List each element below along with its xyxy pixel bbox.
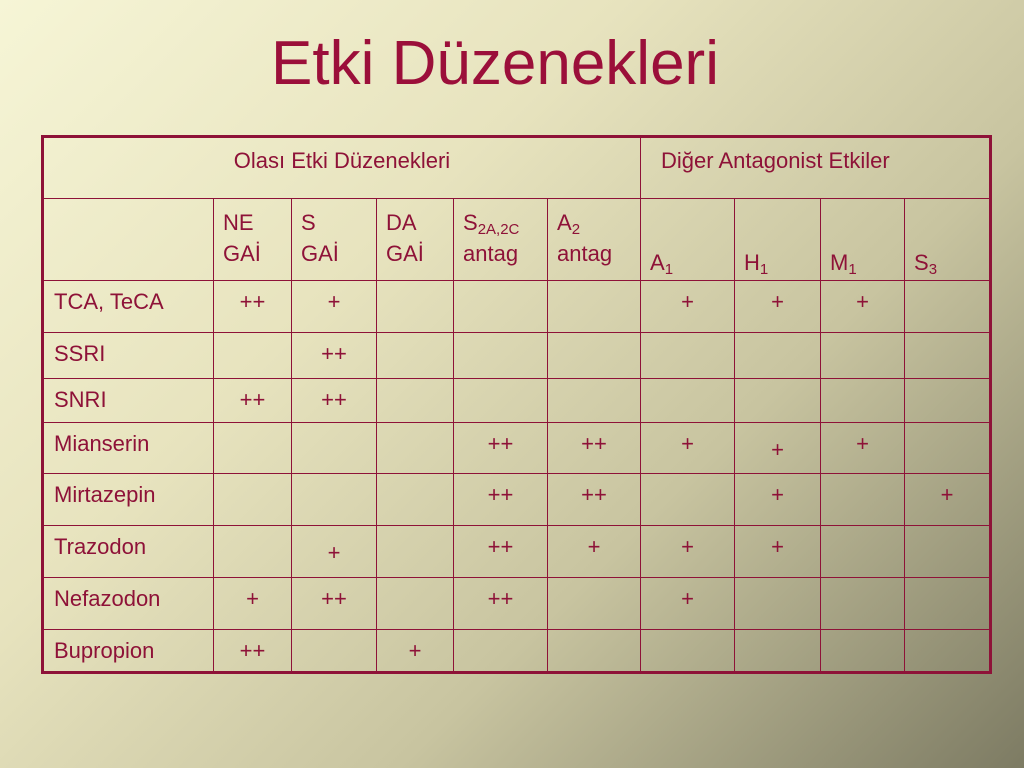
effect-cell: +	[292, 281, 377, 333]
group-header-row	[43, 137, 991, 199]
effect-cell	[548, 630, 641, 673]
sub-header-line1: DA	[386, 210, 417, 235]
effect-cell: +	[735, 281, 821, 333]
effect-cell: ++	[214, 630, 292, 673]
sub-header-base: M	[830, 250, 849, 275]
sub-header-line2: GAİ	[301, 241, 339, 266]
effect-cell	[214, 474, 292, 526]
sub-header-line2: antag	[463, 241, 519, 266]
effect-cell	[548, 281, 641, 333]
effect-cell	[454, 379, 548, 423]
effect-cell: +	[377, 630, 454, 673]
sub-header-4	[548, 199, 641, 281]
table-row	[43, 474, 991, 526]
effect-cell	[548, 379, 641, 423]
effect-cell	[548, 333, 641, 379]
group-header-mechanisms: Olası Etki Düzenekleri	[43, 137, 641, 199]
sub-header-6	[735, 199, 821, 281]
sub-header-subscript: 1	[664, 261, 674, 278]
sub-header-subscript: 1	[759, 261, 769, 278]
sub-header-line2: GAİ	[223, 241, 261, 266]
effect-cell	[292, 474, 377, 526]
sub-header-subscript: 3	[928, 261, 938, 278]
sub-header-line1: NE	[223, 210, 254, 235]
table-row	[43, 526, 991, 578]
effect-cell	[821, 578, 905, 630]
effect-cell	[214, 423, 292, 474]
effect-cell	[735, 630, 821, 673]
group-header-antagonist-label: Diğer Antagonist Etkiler	[661, 148, 890, 173]
effect-cell	[821, 474, 905, 526]
effect-cell	[377, 281, 454, 333]
effect-cell	[905, 423, 991, 474]
table-row	[43, 333, 991, 379]
sub-header-3	[454, 199, 548, 281]
effect-cell	[454, 333, 548, 379]
effect-cell: ++	[454, 526, 548, 578]
sub-header-base: H	[744, 250, 760, 275]
effect-cell: +	[641, 578, 735, 630]
drug-label: Trazodon	[43, 526, 214, 578]
effect-cell: ++	[548, 423, 641, 474]
drug-label: Nefazodon	[43, 578, 214, 630]
effect-cell	[377, 474, 454, 526]
effect-cell	[377, 333, 454, 379]
effect-cell	[214, 333, 292, 379]
effect-cell	[214, 526, 292, 578]
table-row	[43, 379, 991, 423]
table-row	[43, 281, 991, 333]
sub-header-7	[821, 199, 905, 281]
sub-header-row	[43, 199, 991, 281]
sub-header-line2: antag	[557, 241, 613, 266]
sub-header-5	[641, 199, 735, 281]
sub-header-1	[292, 199, 377, 281]
effect-cell: ++	[292, 578, 377, 630]
sub-header-line1: S	[301, 210, 316, 235]
effect-cell: +	[735, 526, 821, 578]
effect-cell	[821, 526, 905, 578]
effect-cell	[735, 333, 821, 379]
effect-cell	[641, 333, 735, 379]
effect-cell	[821, 379, 905, 423]
page-title: Etki Düzenekleri	[271, 29, 719, 98]
effect-cell: +	[905, 474, 991, 526]
effect-cell	[377, 578, 454, 630]
sub-header-8	[905, 199, 991, 281]
effect-cell: ++	[214, 281, 292, 333]
effect-cell	[905, 379, 991, 423]
group-header-antagonist	[641, 137, 991, 199]
drug-label: SNRI	[43, 379, 214, 423]
effect-cell	[735, 578, 821, 630]
effect-cell	[641, 379, 735, 423]
sub-header-subscript: 1	[848, 261, 857, 278]
sub-header-subscript: 2	[571, 221, 581, 238]
effect-value: +	[771, 437, 784, 462]
sub-header-empty	[43, 199, 214, 281]
effect-cell: +	[821, 281, 905, 333]
effect-cell: ++	[454, 474, 548, 526]
effect-cell	[292, 630, 377, 673]
drug-label: TCA, TeCA	[43, 281, 214, 333]
effect-cell	[735, 423, 821, 474]
drug-label: Bupropion	[43, 630, 214, 673]
table-row	[43, 578, 991, 630]
sub-header-base: S	[463, 210, 478, 235]
effect-cell: +	[641, 423, 735, 474]
effect-value: +	[327, 540, 341, 565]
effect-cell	[641, 474, 735, 526]
effect-cell: +	[214, 578, 292, 630]
sub-header-base: A	[557, 210, 572, 235]
effect-cell: ++	[454, 423, 548, 474]
effect-cell	[905, 578, 991, 630]
effect-cell	[377, 423, 454, 474]
sub-header-0	[214, 199, 292, 281]
effect-cell: ++	[454, 578, 548, 630]
effect-cell	[905, 281, 991, 333]
effect-cell: +	[821, 423, 905, 474]
effect-cell	[292, 526, 377, 578]
effect-cell	[377, 379, 454, 423]
effect-cell: ++	[292, 333, 377, 379]
effect-cell	[641, 630, 735, 673]
effect-cell: ++	[292, 379, 377, 423]
effect-cell	[821, 333, 905, 379]
effect-cell	[905, 630, 991, 673]
table-row	[43, 630, 991, 673]
mechanism-table	[41, 135, 992, 674]
sub-header-2	[377, 199, 454, 281]
effect-cell	[905, 526, 991, 578]
sub-header-line2: GAİ	[386, 241, 424, 266]
sub-header-base: S	[914, 250, 929, 275]
sub-header-base: A	[650, 250, 665, 275]
effect-cell	[905, 333, 991, 379]
effect-cell: ++	[214, 379, 292, 423]
effect-cell: +	[735, 474, 821, 526]
effect-cell	[735, 379, 821, 423]
effect-cell: +	[548, 526, 641, 578]
effect-cell	[454, 281, 548, 333]
effect-cell: +	[641, 526, 735, 578]
drug-label: Mianserin	[43, 423, 214, 474]
effect-cell: ++	[548, 474, 641, 526]
effect-cell	[377, 526, 454, 578]
effect-cell	[292, 423, 377, 474]
effect-cell	[454, 630, 548, 673]
drug-label: SSRI	[43, 333, 214, 379]
effect-cell: +	[641, 281, 735, 333]
sub-header-subscript: 2A,2C	[477, 221, 520, 238]
effect-cell	[821, 630, 905, 673]
drug-label: Mirtazepin	[43, 474, 214, 526]
table-row	[43, 423, 991, 474]
effect-cell	[548, 578, 641, 630]
